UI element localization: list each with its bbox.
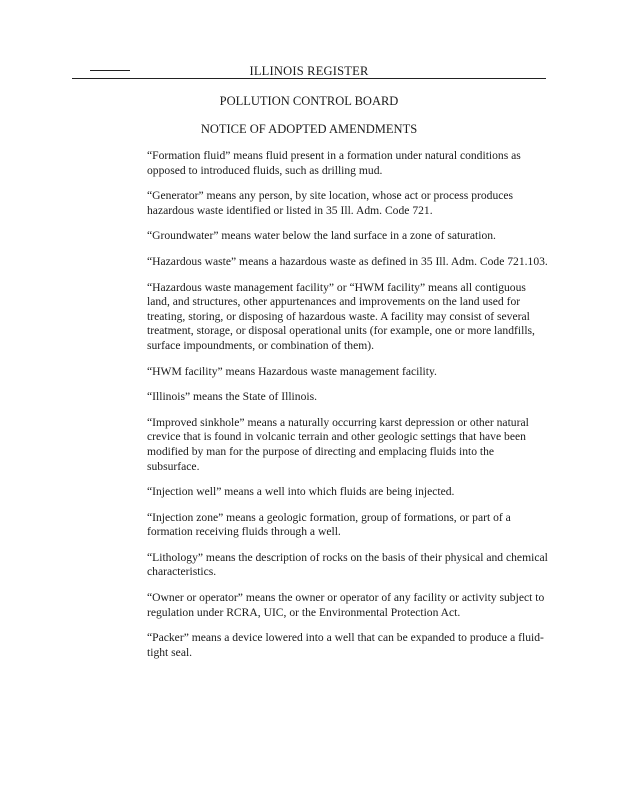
definition-generator: “Generator” means any person, by site location, whose act or process produces hazardous waste identified or listed in 35 Ill. Adm. Code 721. <box>147 189 514 217</box>
definition-hazardous-waste-management-facility: “Hazardous waste management facility” or “HWM facility” means all contiguous land, and structures, other appurtenances and improvements on the land used for treating, storing, or disposing of hazardous waste. A facility may consist of several treatment, storage, or disposal operational units (for example, one or more landfills, surface impoundments, or combination of them). <box>147 280 535 352</box>
definition-owner-or-operator: “Owner or operator” means the owner or operator of any facility or activity subject to regulation under RCRA, UIC, or the Environmental Protection Act. <box>147 591 545 619</box>
definition-illinois: “Illinois” means the State of Illinois. <box>147 390 318 404</box>
definition-hwm-facility: “HWM facility” means Hazardous waste management facility. <box>147 364 437 378</box>
notice-title: NOTICE OF ADOPTED AMENDMENTS <box>200 122 418 136</box>
header-rule <box>72 78 546 79</box>
definition-improved-sinkhole: “Improved sinkhole” means a naturally occurring karst depression or other natural crevice that is found in volcanic terrain and other geologic settings that have been modified by man for the purpose of directing and emplacing fluids into the subsurface. <box>147 415 529 473</box>
definition-hazardous-waste: “Hazardous waste” means a hazardous waste as defined in 35 Ill. Adm. Code 721.103. <box>147 254 548 268</box>
definitions-list <box>147 149 549 671</box>
definition-formation-fluid: “Formation fluid” means fluid present in a formation under natural conditions as opposed to introduced fluids, such as drilling mud. <box>147 149 521 177</box>
definition-injection-well: “Injection well” means a well into which fluids are being injected. <box>147 485 455 499</box>
definition-lithology: “Lithology” means the description of rocks on the basis of their physical and chemical characteristics. <box>147 550 548 579</box>
definition-injection-zone: “Injection zone” means a geologic formation, group of formations, or part of a formation receiving fluids through a well. <box>147 510 511 539</box>
definition-packer: “Packer” means a device lowered into a well that can be expanded to produce a fluid-tight seal. <box>147 631 544 659</box>
definition-groundwater: “Groundwater” means water below the land surface in a zone of saturation. <box>147 229 496 243</box>
board-title: POLLUTION CONTROL BOARD <box>219 94 399 108</box>
register-title: ILLINOIS REGISTER <box>249 64 369 78</box>
